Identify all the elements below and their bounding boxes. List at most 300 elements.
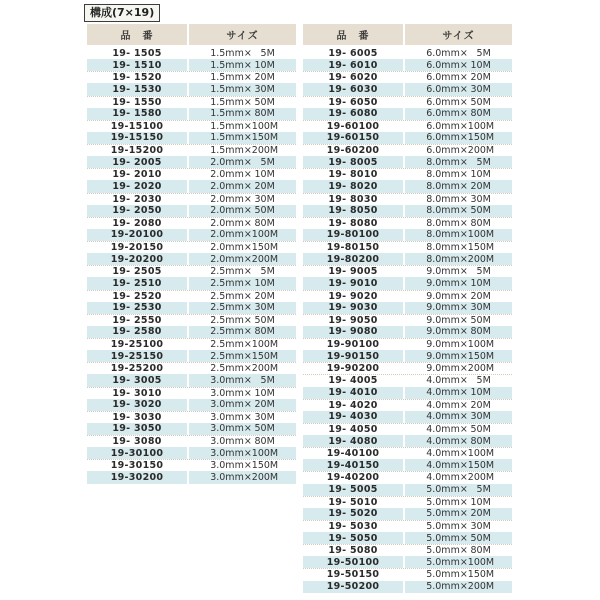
size-cell bbox=[403, 424, 512, 435]
size-cell bbox=[403, 400, 512, 411]
size-length: 20M bbox=[254, 399, 275, 411]
table-row bbox=[87, 435, 296, 447]
part-number-cell: 19-40200 bbox=[326, 472, 380, 484]
size-cell bbox=[187, 83, 296, 95]
size-length: 20M bbox=[470, 399, 491, 411]
part-number-cell: 19-20100 bbox=[110, 229, 164, 241]
table-row bbox=[87, 350, 296, 362]
table-row bbox=[87, 132, 296, 144]
size-length: 30M bbox=[254, 411, 275, 423]
part-number-cell: 19- 2050 bbox=[112, 205, 162, 217]
size-length: 200M bbox=[251, 145, 279, 157]
size-diameter: 3.0mm× bbox=[210, 411, 252, 423]
size-diameter: 6.0mm× bbox=[426, 83, 468, 95]
part-number-cell: 19- 8030 bbox=[328, 193, 378, 205]
part-number-cell: 19-90150 bbox=[326, 350, 380, 362]
table-row bbox=[303, 132, 512, 144]
size-diameter: 8.0mm× bbox=[426, 242, 468, 254]
size-length: 30M bbox=[254, 83, 275, 95]
size-cell bbox=[403, 218, 512, 229]
size-diameter: 2.5mm× bbox=[210, 339, 252, 351]
size-diameter: 8.0mm× bbox=[426, 229, 468, 241]
size-cell bbox=[403, 521, 512, 532]
part-number-cell: 19-90100 bbox=[326, 339, 380, 351]
size-cell bbox=[403, 375, 512, 386]
size-diameter: 2.0mm× bbox=[210, 180, 252, 192]
size-cell bbox=[403, 459, 512, 471]
table-row bbox=[87, 47, 296, 59]
part-number-cell: 19-40100 bbox=[326, 448, 380, 460]
size-cell bbox=[187, 121, 296, 132]
size-cell bbox=[403, 291, 512, 302]
table-row bbox=[87, 217, 296, 229]
part-number-cell: 19-30200 bbox=[110, 471, 164, 483]
size-cell bbox=[403, 532, 512, 544]
size-cell bbox=[403, 121, 512, 132]
size-length: 10M bbox=[470, 169, 491, 181]
size-diameter: 8.0mm× bbox=[426, 253, 468, 265]
part-number-cell: 19- 4050 bbox=[328, 423, 378, 435]
size-cell bbox=[403, 145, 512, 156]
size-cell bbox=[403, 569, 512, 580]
size-cell bbox=[187, 194, 296, 205]
size-diameter: 3.0mm× bbox=[210, 471, 252, 483]
size-length: 10M bbox=[470, 277, 491, 289]
size-cell bbox=[403, 132, 512, 144]
page-title: 構成(7×19) bbox=[84, 4, 160, 22]
size-length: 5M bbox=[476, 484, 491, 496]
size-diameter: 1.5mm× bbox=[210, 120, 252, 132]
size-length: 50M bbox=[470, 205, 491, 217]
part-number-cell: 19- 9080 bbox=[328, 326, 378, 338]
part-number-cell: 19- 6050 bbox=[328, 96, 378, 108]
table-row bbox=[87, 447, 296, 459]
part-number-cell: 19- 6030 bbox=[328, 83, 378, 95]
table-row bbox=[303, 205, 512, 217]
part-number-cell: 19- 8080 bbox=[328, 217, 378, 229]
part-number-cell: 19- 3030 bbox=[112, 411, 162, 423]
table-row bbox=[303, 253, 512, 265]
size-diameter: 6.0mm× bbox=[426, 145, 468, 157]
part-number-cell: 19- 2510 bbox=[112, 277, 162, 289]
part-number-cell: 19- 4005 bbox=[328, 375, 378, 387]
size-length: 50M bbox=[254, 423, 275, 435]
size-diameter: 3.0mm× bbox=[210, 399, 252, 411]
size-diameter: 3.0mm× bbox=[210, 447, 252, 459]
size-cell bbox=[403, 205, 512, 217]
size-diameter: 6.0mm× bbox=[426, 108, 468, 120]
size-cell bbox=[187, 460, 296, 471]
size-length: 150M bbox=[467, 350, 495, 362]
size-diameter: 5.0mm× bbox=[426, 520, 468, 532]
part-number-cell: 19-50150 bbox=[326, 569, 380, 581]
size-length: 200M bbox=[467, 145, 495, 157]
size-length: 30M bbox=[470, 411, 491, 423]
size-cell bbox=[187, 374, 296, 386]
size-cell bbox=[403, 326, 512, 338]
part-number-cell: 19- 9010 bbox=[328, 277, 378, 289]
table-row bbox=[303, 290, 512, 302]
part-number-cell: 19- 5020 bbox=[328, 508, 378, 520]
size-diameter: 2.5mm× bbox=[210, 314, 252, 326]
size-diameter: 4.0mm× bbox=[426, 435, 468, 447]
part-number-cell: 19-90200 bbox=[326, 363, 380, 375]
part-number-cell: 19- 2020 bbox=[112, 180, 162, 192]
column-header-part-number: 品 番 bbox=[87, 24, 187, 45]
table-row bbox=[87, 314, 296, 326]
table-row bbox=[87, 374, 296, 386]
size-diameter: 2.0mm× bbox=[210, 169, 252, 181]
part-number-cell: 19- 1580 bbox=[112, 108, 162, 120]
part-number-cell: 19- 6010 bbox=[328, 59, 378, 71]
table-row bbox=[303, 277, 512, 289]
size-length: 100M bbox=[467, 120, 495, 132]
size-diameter: 4.0mm× bbox=[426, 459, 468, 471]
part-number-cell: 19-50200 bbox=[326, 581, 380, 593]
size-length: 5M bbox=[260, 374, 275, 386]
size-cell bbox=[187, 447, 296, 459]
part-number-cell: 19- 9030 bbox=[328, 302, 378, 314]
size-length: 150M bbox=[251, 242, 279, 254]
size-length: 20M bbox=[470, 72, 491, 84]
size-cell bbox=[187, 315, 296, 326]
size-diameter: 8.0mm× bbox=[426, 193, 468, 205]
part-number-cell: 19- 9005 bbox=[328, 266, 378, 278]
size-length: 50M bbox=[470, 96, 491, 108]
table-row bbox=[303, 484, 512, 496]
size-diameter: 3.0mm× bbox=[210, 387, 252, 399]
size-cell bbox=[187, 363, 296, 374]
size-length: 5M bbox=[260, 156, 275, 168]
size-length: 100M bbox=[467, 556, 495, 568]
part-number-cell: 19-60100 bbox=[326, 120, 380, 132]
size-diameter: 2.0mm× bbox=[210, 242, 252, 254]
table-row bbox=[303, 108, 512, 120]
size-diameter: 4.0mm× bbox=[426, 448, 468, 460]
size-diameter: 1.5mm× bbox=[210, 108, 252, 120]
size-diameter: 4.0mm× bbox=[426, 387, 468, 399]
size-diameter: 1.5mm× bbox=[210, 59, 252, 71]
table-row bbox=[303, 47, 512, 59]
part-number-cell: 19- 4080 bbox=[328, 435, 378, 447]
table-row bbox=[303, 144, 512, 156]
size-length: 80M bbox=[470, 435, 491, 447]
size-diameter: 6.0mm× bbox=[426, 96, 468, 108]
table-row bbox=[87, 387, 296, 399]
part-number-cell: 19- 9050 bbox=[328, 314, 378, 326]
table-row bbox=[303, 326, 512, 338]
size-cell bbox=[187, 436, 296, 447]
size-length: 5M bbox=[476, 156, 491, 168]
part-number-cell: 19- 1505 bbox=[112, 47, 162, 59]
part-number-cell: 19-60150 bbox=[326, 132, 380, 144]
table-row bbox=[303, 120, 512, 132]
size-length: 10M bbox=[470, 496, 491, 508]
size-diameter: 5.0mm× bbox=[426, 496, 468, 508]
table-body bbox=[87, 47, 296, 484]
table-row bbox=[87, 229, 296, 241]
size-cell bbox=[403, 47, 512, 59]
part-number-cell: 19-25200 bbox=[110, 363, 164, 375]
size-length: 200M bbox=[467, 363, 495, 375]
size-cell bbox=[403, 508, 512, 520]
table-row bbox=[303, 156, 512, 168]
size-cell bbox=[187, 72, 296, 83]
size-cell bbox=[403, 484, 512, 496]
size-length: 150M bbox=[467, 132, 495, 144]
table-row bbox=[303, 229, 512, 241]
size-cell bbox=[403, 411, 512, 423]
size-length: 80M bbox=[254, 436, 275, 448]
size-length: 20M bbox=[470, 290, 491, 302]
size-length: 5M bbox=[260, 47, 275, 59]
size-length: 80M bbox=[470, 108, 491, 120]
size-length: 150M bbox=[467, 569, 495, 581]
part-number-cell: 19- 3020 bbox=[112, 399, 162, 411]
size-cell bbox=[187, 399, 296, 411]
size-length: 200M bbox=[467, 581, 495, 593]
part-number-cell: 19- 1530 bbox=[112, 83, 162, 95]
size-diameter: 6.0mm× bbox=[426, 132, 468, 144]
size-diameter: 9.0mm× bbox=[426, 277, 468, 289]
part-number-cell: 19-25100 bbox=[110, 339, 164, 351]
size-length: 100M bbox=[251, 229, 279, 241]
table-row bbox=[303, 508, 512, 520]
size-length: 100M bbox=[467, 339, 495, 351]
table-row bbox=[303, 447, 512, 459]
part-number-cell: 19- 2580 bbox=[112, 326, 162, 338]
size-cell bbox=[403, 242, 512, 253]
part-number-cell: 19- 8010 bbox=[328, 169, 378, 181]
size-cell bbox=[403, 194, 512, 205]
part-number-cell: 19- 8050 bbox=[328, 205, 378, 217]
size-length: 80M bbox=[254, 326, 275, 338]
size-length: 30M bbox=[470, 83, 491, 95]
size-cell bbox=[187, 291, 296, 302]
size-cell bbox=[187, 326, 296, 338]
size-length: 30M bbox=[254, 302, 275, 314]
table-row bbox=[87, 193, 296, 205]
size-length: 20M bbox=[254, 290, 275, 302]
table-row bbox=[303, 520, 512, 532]
table-row bbox=[87, 277, 296, 289]
part-number-cell: 19- 1520 bbox=[112, 72, 162, 84]
table-row bbox=[303, 374, 512, 386]
size-length: 50M bbox=[254, 314, 275, 326]
part-number-cell: 19- 5030 bbox=[328, 520, 378, 532]
size-cell bbox=[187, 471, 296, 483]
size-diameter: 1.5mm× bbox=[210, 96, 252, 108]
table-row bbox=[303, 435, 512, 447]
part-number-cell: 19- 2010 bbox=[112, 169, 162, 181]
size-diameter: 2.5mm× bbox=[210, 363, 252, 375]
size-diameter: 3.0mm× bbox=[210, 423, 252, 435]
table-row bbox=[87, 144, 296, 156]
table-row bbox=[87, 290, 296, 302]
part-number-cell: 19- 1550 bbox=[112, 96, 162, 108]
part-number-cell: 19- 2005 bbox=[112, 156, 162, 168]
size-diameter: 8.0mm× bbox=[426, 180, 468, 192]
size-cell bbox=[187, 180, 296, 192]
part-number-cell: 19- 6005 bbox=[328, 47, 378, 59]
size-length: 20M bbox=[470, 508, 491, 520]
size-cell bbox=[403, 169, 512, 180]
size-cell bbox=[403, 97, 512, 108]
size-diameter: 1.5mm× bbox=[210, 72, 252, 84]
table-row bbox=[303, 350, 512, 362]
table-row bbox=[303, 471, 512, 483]
size-diameter: 5.0mm× bbox=[426, 484, 468, 496]
size-length: 10M bbox=[254, 169, 275, 181]
size-diameter: 9.0mm× bbox=[426, 339, 468, 351]
table-row bbox=[87, 362, 296, 374]
size-cell bbox=[403, 545, 512, 556]
size-diameter: 3.0mm× bbox=[210, 436, 252, 448]
table-row bbox=[87, 83, 296, 95]
size-diameter: 3.0mm× bbox=[210, 374, 252, 386]
table-row bbox=[303, 387, 512, 399]
table-row bbox=[303, 423, 512, 435]
table-row bbox=[87, 411, 296, 423]
part-number-cell: 19- 2520 bbox=[112, 290, 162, 302]
size-cell bbox=[187, 253, 296, 265]
table-row bbox=[87, 423, 296, 435]
size-diameter: 2.0mm× bbox=[210, 205, 252, 217]
size-diameter: 8.0mm× bbox=[426, 169, 468, 181]
size-length: 10M bbox=[254, 387, 275, 399]
table-row bbox=[303, 399, 512, 411]
size-length: 150M bbox=[467, 242, 495, 254]
size-diameter: 4.0mm× bbox=[426, 399, 468, 411]
size-cell bbox=[403, 435, 512, 447]
table-row bbox=[87, 399, 296, 411]
part-number-cell: 19-25150 bbox=[110, 350, 164, 362]
part-number-cell: 19- 5050 bbox=[328, 532, 378, 544]
part-number-cell: 19-60200 bbox=[326, 145, 380, 157]
size-cell bbox=[403, 83, 512, 95]
table-row bbox=[87, 302, 296, 314]
size-cell bbox=[403, 556, 512, 568]
size-length: 100M bbox=[251, 447, 279, 459]
part-number-cell: 19- 6080 bbox=[328, 108, 378, 120]
table-header bbox=[303, 24, 512, 45]
table-row bbox=[87, 459, 296, 471]
size-length: 10M bbox=[470, 59, 491, 71]
table-row bbox=[303, 59, 512, 71]
size-cell bbox=[403, 387, 512, 399]
column-header-size: サイズ bbox=[187, 24, 296, 45]
size-length: 200M bbox=[251, 253, 279, 265]
size-cell bbox=[187, 388, 296, 399]
size-cell bbox=[187, 205, 296, 217]
part-number-cell: 19- 5080 bbox=[328, 545, 378, 557]
size-cell bbox=[403, 315, 512, 326]
table-row bbox=[303, 314, 512, 326]
part-number-cell: 19-50100 bbox=[326, 556, 380, 568]
table-row bbox=[87, 180, 296, 192]
size-diameter: 5.0mm× bbox=[426, 581, 468, 593]
size-cell bbox=[403, 72, 512, 83]
table-row bbox=[87, 156, 296, 168]
size-diameter: 2.0mm× bbox=[210, 193, 252, 205]
size-diameter: 8.0mm× bbox=[426, 205, 468, 217]
size-length: 200M bbox=[251, 363, 279, 375]
size-diameter: 5.0mm× bbox=[426, 569, 468, 581]
table-row bbox=[87, 71, 296, 83]
size-length: 150M bbox=[467, 459, 495, 471]
size-cell bbox=[187, 266, 296, 277]
size-diameter: 1.5mm× bbox=[210, 47, 252, 59]
table-row bbox=[303, 581, 512, 593]
table-row bbox=[87, 96, 296, 108]
size-cell bbox=[187, 302, 296, 314]
size-cell bbox=[187, 423, 296, 435]
size-length: 50M bbox=[470, 314, 491, 326]
size-length: 200M bbox=[467, 472, 495, 484]
part-number-cell: 19- 9020 bbox=[328, 290, 378, 302]
table-row bbox=[303, 411, 512, 423]
size-cell bbox=[187, 339, 296, 350]
size-length: 50M bbox=[470, 423, 491, 435]
part-number-cell: 19-80100 bbox=[326, 229, 380, 241]
size-cell bbox=[403, 302, 512, 314]
size-diameter: 4.0mm× bbox=[426, 423, 468, 435]
part-number-cell: 19- 6020 bbox=[328, 72, 378, 84]
size-length: 50M bbox=[254, 205, 275, 217]
size-cell bbox=[187, 277, 296, 289]
size-cell bbox=[403, 229, 512, 241]
table-row bbox=[303, 496, 512, 508]
size-diameter: 2.0mm× bbox=[210, 229, 252, 241]
size-cell bbox=[403, 581, 512, 593]
table-row bbox=[303, 83, 512, 95]
size-cell bbox=[403, 448, 512, 459]
table-row bbox=[303, 338, 512, 350]
size-diameter: 9.0mm× bbox=[426, 363, 468, 375]
part-number-cell: 19- 3080 bbox=[112, 436, 162, 448]
size-diameter: 2.0mm× bbox=[210, 217, 252, 229]
size-length: 80M bbox=[470, 217, 491, 229]
table-row bbox=[87, 108, 296, 120]
size-diameter: 5.0mm× bbox=[426, 508, 468, 520]
size-diameter: 3.0mm× bbox=[210, 460, 252, 472]
part-number-cell: 19-15100 bbox=[110, 120, 164, 132]
part-number-cell: 19- 8005 bbox=[328, 156, 378, 168]
part-number-cell: 19-15150 bbox=[110, 132, 164, 144]
table-row bbox=[303, 556, 512, 568]
size-diameter: 2.5mm× bbox=[210, 326, 252, 338]
size-diameter: 9.0mm× bbox=[426, 290, 468, 302]
size-length: 5M bbox=[476, 375, 491, 387]
table-row bbox=[87, 253, 296, 265]
size-length: 20M bbox=[254, 180, 275, 192]
size-diameter: 5.0mm× bbox=[426, 545, 468, 557]
size-cell bbox=[187, 108, 296, 120]
size-cell bbox=[187, 59, 296, 71]
part-number-cell: 19- 2080 bbox=[112, 217, 162, 229]
size-length: 20M bbox=[254, 72, 275, 84]
size-length: 10M bbox=[254, 277, 275, 289]
size-cell bbox=[187, 412, 296, 423]
part-number-cell: 19- 3010 bbox=[112, 387, 162, 399]
size-diameter: 6.0mm× bbox=[426, 59, 468, 71]
size-length: 5M bbox=[476, 47, 491, 59]
table-row bbox=[303, 302, 512, 314]
size-length: 80M bbox=[470, 326, 491, 338]
size-length: 50M bbox=[470, 532, 491, 544]
size-diameter: 5.0mm× bbox=[426, 532, 468, 544]
size-diameter: 9.0mm× bbox=[426, 302, 468, 314]
